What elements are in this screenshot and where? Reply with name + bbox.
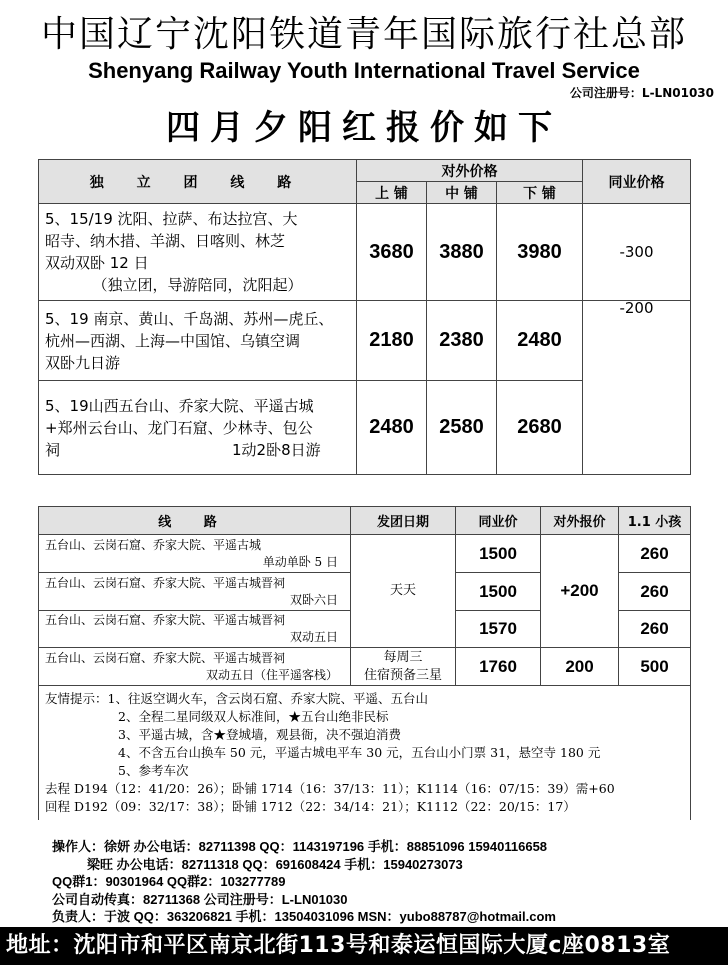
upper-price: 2480 <box>357 381 427 475</box>
upper-price: 2180 <box>357 301 427 381</box>
company-name-en: Shenyang Railway Youth International Travel Service <box>88 58 640 83</box>
route-cell: 五台山、云岗石窟、乔家大院、平遥古城晋祠 双卧六日 <box>39 573 351 611</box>
route-cell: 五台山、云岗石窟、乔家大院、平遥古城晋祠 双动五日（住平遥客栈） <box>39 648 351 686</box>
lower-price: 2480 <box>497 301 583 381</box>
trade-price: -200 <box>583 301 691 475</box>
contact-line: 负责人：于波 QQ：363206821 手机：13504031096 MSN：yubo88787@hotmail.com <box>52 909 556 924</box>
table-row <box>39 301 691 381</box>
external-price-header: 对外价格 <box>357 160 583 182</box>
trade-price: 1760 <box>456 648 541 686</box>
independent-group-price-table <box>38 159 691 475</box>
contact-info <box>52 838 556 926</box>
child-price: 260 <box>619 611 691 648</box>
lower-price: 2680 <box>497 381 583 475</box>
trade-price: 1500 <box>456 535 541 573</box>
lower-price: 3980 <box>497 204 583 301</box>
upper-price: 3680 <box>357 204 427 301</box>
external-quote: 200 <box>541 648 619 686</box>
middle-berth-header: 中 铺 <box>427 182 497 204</box>
company-name-cn: 中国辽宁沈阳铁道青年国际旅行社总部 <box>40 14 687 55</box>
trade-price-header: 同业价 <box>456 507 541 535</box>
departure-header: 发团日期 <box>351 507 456 535</box>
table-row <box>39 535 691 573</box>
contact-line: 操作人：徐妍 办公电话：82711398 QQ：1143197196 手机：88851096 15940116658 <box>52 839 548 854</box>
external-quote-header: 对外报价 <box>541 507 619 535</box>
table-row <box>39 204 691 301</box>
trade-price: -300 <box>583 204 691 301</box>
contact-line: QQ群1：90301964 QQ群2：103277789 <box>52 874 286 889</box>
lower-berth-header: 下 铺 <box>497 182 583 204</box>
contact-line: 公司自动传真：82711368 公司注册号：L-LN01030 <box>52 891 348 907</box>
middle-price: 2580 <box>427 381 497 475</box>
address-bar: 地址：沈阳市和平区南京北街113号和泰运恒国际大厦c座0813室 <box>0 927 728 965</box>
external-quote: +200 <box>541 535 619 648</box>
table-row <box>39 648 691 686</box>
route-cell: 五台山、云岗石窟、乔家大院、平遥古城晋祠 双动五日 <box>39 611 351 648</box>
upper-berth-header: 上 铺 <box>357 182 427 204</box>
child-price: 260 <box>619 573 691 611</box>
middle-price: 2380 <box>427 301 497 381</box>
route-cell: 五台山、云岗石窟、乔家大院、平遥古城 单动单卧 5 日 <box>39 535 351 573</box>
route-cell: 5、15/19 沈阳、拉萨、布达拉宫、大 昭寺、纳木措、羊湖、日喀则、林芝 双动双卧 12 日 （独立团，导游陪同，沈阳起） <box>39 204 357 301</box>
trade-price: 1500 <box>456 573 541 611</box>
route-cell: 5、19山西五台山、乔家大院、平遥古城 +郑州云台山、龙门石窟、少林寺、包公 祠 1动2卧8日游 <box>39 381 357 475</box>
departure-daily: 天天 <box>351 535 456 648</box>
trade-price: 1570 <box>456 611 541 648</box>
route-header: 独 立 团 线 路 <box>39 160 357 204</box>
contact-line: 梁旺 办公电话：82711318 QQ：691608424 手机：15940273073 <box>87 856 463 872</box>
page-title: 四月夕阳红报价如下 <box>166 108 562 148</box>
child-price-header: 1.1 小孩 <box>619 507 691 535</box>
registration-number: 公司注册号：L-LN01030 <box>569 86 714 100</box>
route-header: 线 路 <box>39 507 351 535</box>
wutaishan-route-table <box>38 506 691 820</box>
route-cell: 5、19 南京、黄山、千岛湖、苏州—虎丘、 杭州—西湖、上海—中国馆、乌镇空调 双卧九日游 <box>39 301 357 381</box>
child-price: 500 <box>619 648 691 686</box>
trade-price-header: 同业价格 <box>583 160 691 204</box>
departure-weekly: 每周三 住宿预备三星 <box>351 648 456 686</box>
middle-price: 3880 <box>427 204 497 301</box>
travel-notes: 友情提示：1、往返空调火车，含云岗石窟、乔家大院、平遥、五台山 2、全程二星同级双人标准间，★五台山绝非民标 3、平遥古城，含★登城墙，观县衙，决不强迫消费 4、不含五台山换车 50 元，平遥古城电平车 30 元，五台山小门票 31，悬空寺 180 元 5、参考车次 去程 D194（12：41/20：26）；卧铺 1714（16：37/13：11）；K1114（16：07/15：39）需+60 回程 D192（09：32/17：38）；卧铺 1712（22：34/14：21）；K1112（22：20/15：17） <box>39 686 691 821</box>
child-price: 260 <box>619 535 691 573</box>
